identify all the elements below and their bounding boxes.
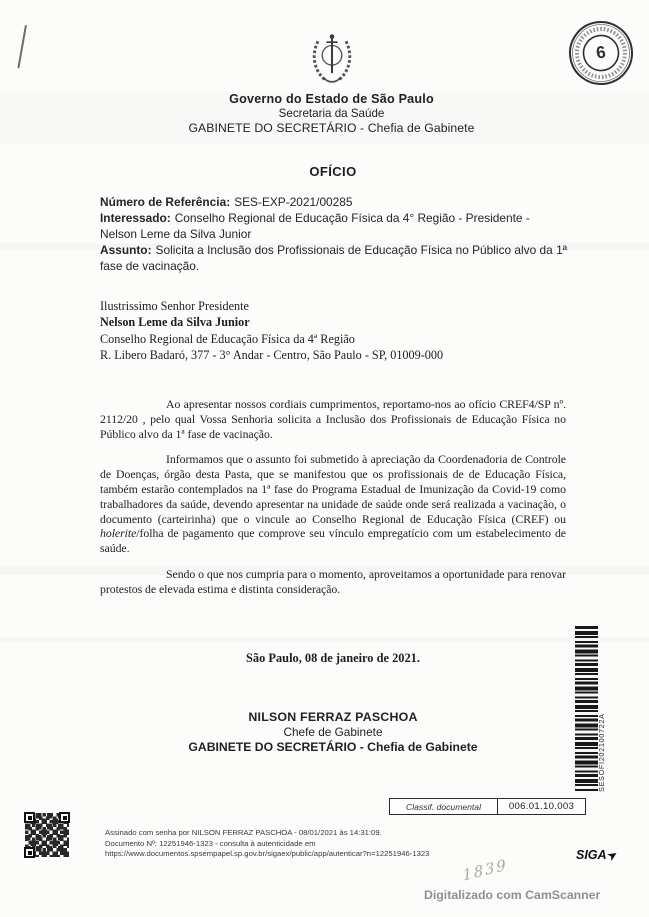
- letter-body: [100, 397, 566, 608]
- qr-finder-icon: [24, 812, 35, 823]
- org-department: Secretaria da Saúde: [278, 107, 385, 120]
- org-office: GABINETE DO SECRETÁRIO - Chefia de Gabinete: [188, 121, 475, 135]
- stamp-page-number: 6: [594, 42, 607, 63]
- barcode-bars: [575, 626, 598, 792]
- addressee-org: Conselho Regional de Educação Física da 4ª Região: [100, 331, 355, 346]
- subject-label: Assunto:: [100, 243, 152, 257]
- paragraph-3: Sendo o que nos cumpria para o momento, aproveitamos a oportunidade para renovar protestos de elevada estima e distinta consideração.: [100, 566, 566, 596]
- signature-info-line1: Assinado com senha por NILSON FERRAZ PASCHOA - 08/01/2021 às 14:31:09.: [105, 828, 382, 837]
- camscanner-watermark: Digitalizado com CamScanner: [424, 888, 601, 902]
- sao-paulo-crest-icon: [304, 30, 360, 88]
- document-title: OFÍCIO: [309, 164, 357, 179]
- siga-logo: [576, 847, 620, 863]
- reference-number-value: SES-EXP-2021/00285: [234, 195, 353, 209]
- signer-org: GABINETE DO SECRETÁRIO - Chefia de Gabinete: [188, 740, 478, 754]
- interested-party-label: Interessado:: [100, 211, 171, 225]
- interested-party-line: [100, 210, 570, 242]
- classification-code: 006.01.10.003: [508, 801, 575, 812]
- barcode-text: SESOFI202100722A: [597, 713, 606, 792]
- addressee-name: Nelson Leme da Silva Junior: [100, 315, 250, 330]
- siga-arrow-icon: ➤: [605, 847, 620, 863]
- signer-name: NILSON FERRAZ PASCHOA: [248, 710, 418, 724]
- paragraph-2-text: Informamos que o assunto foi submetido à apreciação da Coordenadoria de Controle de Doenças, órgão desta Pasta, que se manifestou que os profissionais de de Educação Física, também estarão contemplados na 1ª fase do Programa Estadual de Imunização da Covid-19 como trabalhadores da saúde, devendo apresentar na unidade de saúde onde será realizada a vacinação, o documento (carteirinha) que o vincule ao Conselho Regional de Educação Física (CREF) ou: [100, 452, 566, 526]
- scan-streak: [0, 637, 649, 642]
- classification-table: [389, 798, 586, 815]
- addressee-salutation: Ilustrissimo Senhor Presidente: [100, 299, 249, 313]
- letterhead: [14, 30, 649, 135]
- siga-label: SIGA: [576, 848, 607, 862]
- handwritten-mark: 1839: [461, 855, 509, 885]
- digital-signature-footer: [105, 828, 450, 860]
- reference-block: [100, 194, 570, 274]
- signature-info-line2: Documento Nº: 12251946-1323 - consulta à autenticidade em: [105, 838, 316, 848]
- qr-finder-icon: [59, 812, 70, 823]
- reference-number-line: [100, 194, 570, 210]
- paragraph-2: [100, 452, 566, 556]
- date-line: São Paulo, 08 de janeiro de 2021.: [246, 651, 420, 665]
- subject-value: Solicita a Inclusão dos Profissionais de Educação Física no Público alvo da 1ª fase de vacinação.: [100, 243, 568, 273]
- document-barcode: [575, 626, 611, 792]
- signer-role: Chefe de Gabinete: [283, 725, 383, 739]
- reference-number-label: Número de Referência:: [100, 195, 231, 209]
- subject-line: [100, 242, 570, 274]
- addressee-address: R. Libero Badaró, 377 - 3° Andar - Centro, São Paulo - SP, 01009-000: [100, 348, 444, 363]
- qr-finder-icon: [24, 847, 35, 858]
- signature-block: [100, 710, 566, 755]
- paragraph-2-italic-term: holerite: [100, 526, 137, 541]
- interested-party-value: Conselho Regional de Educação Física da 4° Região - Presidente - Nelson Leme da Silva Junior: [100, 211, 530, 241]
- qr-code: [24, 812, 70, 858]
- signature-info-url: https://www.documentos.spsempapel.sp.gov.br/sigaex/public/app/autenticar?n=12251946-1323: [105, 849, 430, 859]
- paragraph-2-text-end: /folha de pagamento que comprove seu vínculo empregatício com um estabelecimento de saúde.: [100, 526, 566, 556]
- paragraph-1: Ao apresentar nossos cordiais cumprimentos, reportamo-nos ao ofício CREF4/SP nº. 2112/20 , pelo qual Vossa Senhoria solicita a Inclusão dos Profissionais de Educação Física no Público alvo da 1ª fase de vacinação.: [100, 397, 566, 441]
- addressee-block: [100, 298, 570, 364]
- org-name: Governo do Estado de São Paulo: [229, 92, 434, 106]
- classification-label: Classif. documental: [390, 799, 498, 814]
